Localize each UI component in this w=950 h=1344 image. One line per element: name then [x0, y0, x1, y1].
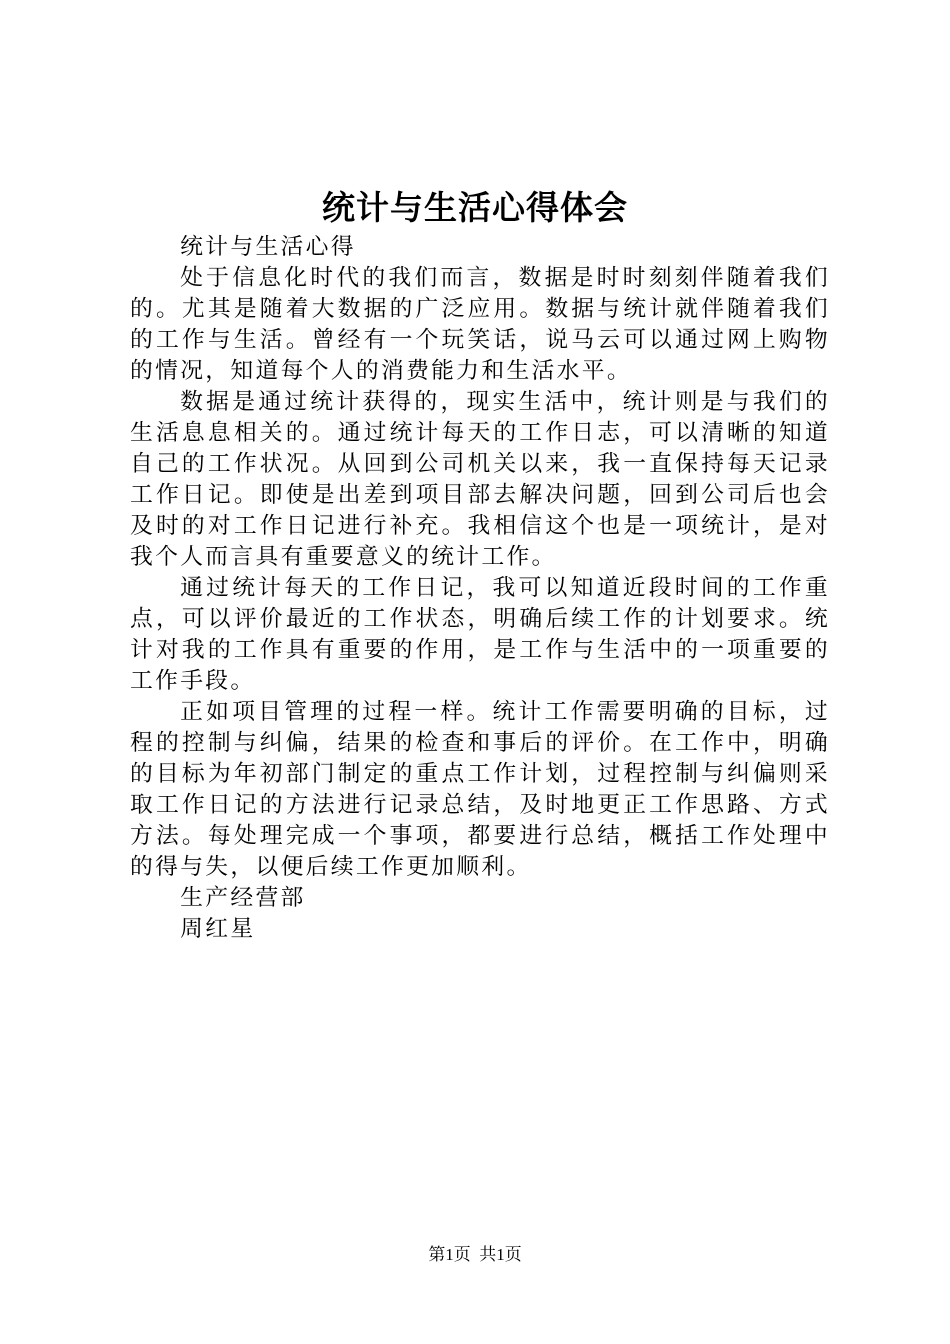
body-paragraph: 正如项目管理的过程一样。统计工作需要明确的目标，过程的控制与纠偏，结果的检查和事后的评价。在工作中，明确的目标为年初部门制定的重点工作计划，过程控制与纠偏则采取工作日记的方法进行记录总结，及时地更正工作思路、方式方法。每处理完成一个事项，都要进行总结，概括工作处理中的得与失，以便后续工作更加顺利。 [130, 699, 830, 880]
body-paragraph: 数据是通过统计获得的，现实生活中，统计则是与我们的生活息息相关的。通过统计每天的工作日志，可以清晰的知道自己的工作状况。从回到公司机关以来，我一直保持每天记录工作日记。即使是出差到项目部去解决问题，回到公司后也会及时的对工作日记进行补充。我相信这个也是一项统计，是对我个人而言具有重要意义的统计工作。 [130, 389, 830, 570]
document-body [130, 232, 830, 945]
subtitle-paragraph: 统计与生活心得 [180, 234, 356, 260]
signature-department: 生产经营部 [180, 885, 306, 911]
body-paragraph: 通过统计每天的工作日记，我可以知道近段时间的工作重点，可以评价最近的工作状态，明确后续工作的计划要求。统计对我的工作具有重要的作用，是工作与生活中的一项重要的工作手段。 [130, 575, 830, 694]
page-footer [0, 1244, 950, 1266]
document-title: 统计与生活心得体会 [322, 188, 628, 227]
page-number-label: 第1页 共1页 [428, 1245, 522, 1264]
signature-author: 周红星 [180, 916, 256, 942]
body-paragraph: 处于信息化时代的我们而言，数据是时时刻刻伴随着我们的。尤其是随着大数据的广泛应用。数据与统计就伴随着我们的工作与生活。曾经有一个玩笑话，说马云可以通过网上购物的情况，知道每个人的消费能力和生活水平。 [130, 265, 830, 384]
